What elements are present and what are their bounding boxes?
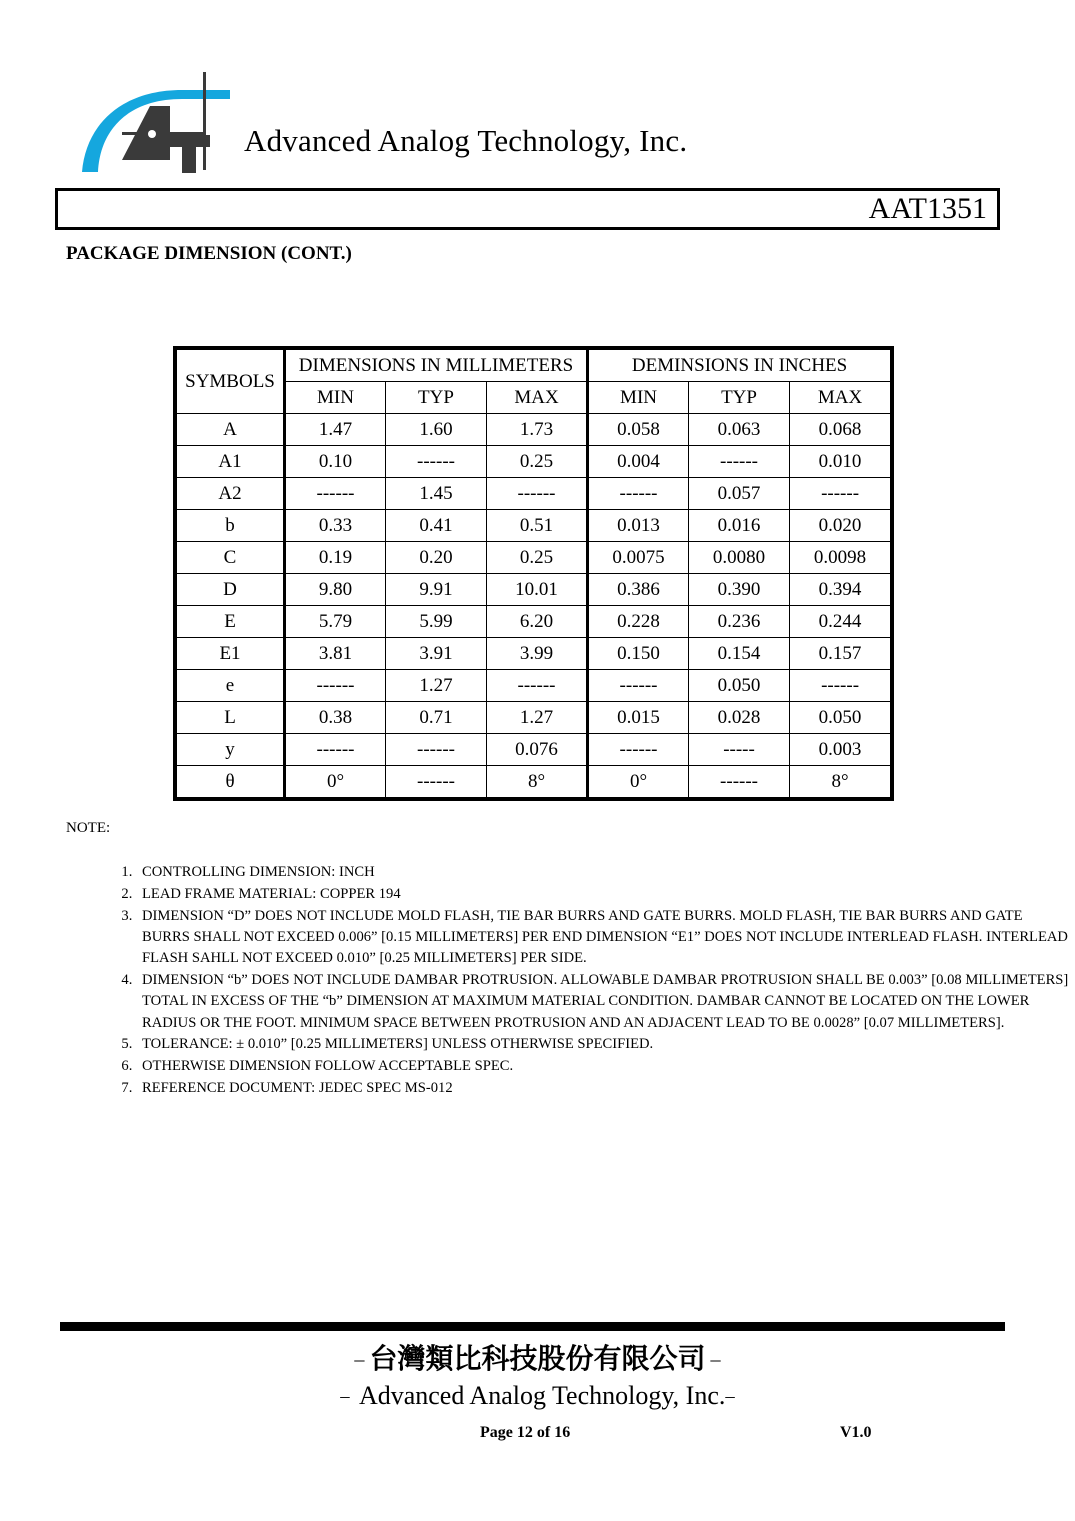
- table-cell-value: 5.79: [285, 606, 386, 638]
- table-cell-symbol: A1: [177, 446, 285, 478]
- table-row: [177, 702, 891, 734]
- table-cell-value: ------: [487, 670, 588, 702]
- table-cell-value: 8°: [790, 766, 891, 798]
- table-cell-value: ------: [285, 734, 386, 766]
- table-cell-symbol: y: [177, 734, 285, 766]
- note-item: 1. CONTROLLING DIMENSION: INCH: [136, 862, 1071, 883]
- table-cell-value: 0.41: [386, 510, 487, 542]
- table-cell-value: 0.0098: [790, 542, 891, 574]
- table-cell-value: ------: [588, 734, 689, 766]
- note-item: 3. DIMENSION “D” DOES NOT INCLUDE MOLD FLASH, TIE BAR BURRS AND GATE BURRS. MOLD FLASH, TIE BAR BURRS AND GATE BURRS SHALL NOT EXCEED 0.006” [0.15 MILLIMETERS] PER END DIMENSION “E1” DOES NOT INCLUDE INTERLEAD FLASH. INTERLEAD FLASH SAHLL NOT EXCEED 0.010” [0.25 MILLIMETERS] PER SIDE.: [136, 906, 1071, 970]
- table-cell-value: 0°: [285, 766, 386, 798]
- table-row: [177, 766, 891, 798]
- note-item: 4. DIMENSION “b” DOES NOT INCLUDE DAMBAR PROTRUSION. ALLOWABLE DAMBAR PROTRUSION SHALL BE 0.003” [0.08 MILLIMETERS] TOTAL IN EXCESS OF THE “b” DIMENSION AT MAXIMUM MATERIAL CONDITION. DAMBAR CANNOT BE LOCATED ON THE LOWER RADIUS OR THE FOOT. MINIMUM SPACE BETWEEN PROTRUSION AND AN ADJACENT LEAD TO BE 0.0028” [0.07 MILLIMETERS].: [136, 970, 1071, 1034]
- table-cell-value: ------: [588, 478, 689, 510]
- table-cell-value: 0.244: [790, 606, 891, 638]
- part-number-label: AAT1351: [868, 192, 987, 225]
- table-cell-symbol: A: [177, 414, 285, 446]
- table-cell-value: 3.91: [386, 638, 487, 670]
- footer-page-number: Page 12 of 16: [480, 1424, 571, 1441]
- table-row: [177, 510, 891, 542]
- note-item: 6. OTHERWISE DIMENSION FOLLOW ACCEPTABLE SPEC.: [136, 1056, 1071, 1077]
- table-cell-value: 10.01: [487, 574, 588, 606]
- notes-label: NOTE:: [66, 820, 111, 836]
- table-cell-value: ------: [487, 478, 588, 510]
- table-row: [177, 542, 891, 574]
- table-row: [177, 574, 891, 606]
- table-cell-value: 3.81: [285, 638, 386, 670]
- table-subheader-in-typ: TYP: [689, 382, 790, 414]
- footer-divider: [60, 1322, 1005, 1331]
- table-cell-value: 0.51: [487, 510, 588, 542]
- table-cell-value: 5.99: [386, 606, 487, 638]
- table-row: [177, 606, 891, 638]
- table-body: [177, 414, 891, 798]
- table-cell-value: 0.25: [487, 542, 588, 574]
- notes-section: [96, 862, 1071, 1100]
- table-cell-symbol: e: [177, 670, 285, 702]
- table-cell-value: ------: [790, 478, 891, 510]
- footer-version: V1.0: [840, 1424, 872, 1441]
- table-cell-value: ------: [790, 670, 891, 702]
- company-name-heading: Advanced Analog Technology, Inc.: [244, 123, 688, 158]
- aat-logo-icon: [78, 72, 248, 177]
- table-cell-value: 0.013: [588, 510, 689, 542]
- table-cell-value: -----: [689, 734, 790, 766]
- footer-company-en-text: Advanced Analog Technology, Inc.: [358, 1381, 726, 1410]
- table-subheader-mm-max: MAX: [487, 382, 588, 414]
- table-cell-value: 1.47: [285, 414, 386, 446]
- table-cell-value: 0.076: [487, 734, 588, 766]
- table-cell-symbol: D: [177, 574, 285, 606]
- table-cell-value: 8°: [487, 766, 588, 798]
- table-subheader-in-min: MIN: [588, 382, 689, 414]
- part-number-box: [55, 188, 1000, 230]
- table-cell-value: 1.45: [386, 478, 487, 510]
- table-cell-value: 0.050: [790, 702, 891, 734]
- table-cell-value: 0.154: [689, 638, 790, 670]
- table-cell-value: ------: [386, 446, 487, 478]
- table-subheader-mm-min: MIN: [285, 382, 386, 414]
- table-cell-value: 0.016: [689, 510, 790, 542]
- table-row: [177, 446, 891, 478]
- footer-company-cn-text: 台灣類比科技股份有限公司: [369, 1342, 706, 1375]
- table-cell-value: 0.71: [386, 702, 487, 734]
- table-cell-value: ------: [285, 478, 386, 510]
- note-item: 5. TOLERANCE: ± 0.010” [0.25 MILLIMETERS] UNLESS OTHERWISE SPECIFIED.: [136, 1034, 1071, 1055]
- table-row: [177, 734, 891, 766]
- table-header-group-inch: DEMINSIONS IN INCHES: [588, 350, 891, 382]
- footer-dash-left-2: –: [340, 1385, 359, 1407]
- table-cell-symbol: θ: [177, 766, 285, 798]
- table-cell-value: 0.157: [790, 638, 891, 670]
- table-cell-value: 0.0075: [588, 542, 689, 574]
- table-cell-value: ------: [285, 670, 386, 702]
- table-cell-value: 0.20: [386, 542, 487, 574]
- table-cell-value: 9.91: [386, 574, 487, 606]
- table-cell-value: 0.236: [689, 606, 790, 638]
- table-cell-value: 0.25: [487, 446, 588, 478]
- table-cell-value: 0.10: [285, 446, 386, 478]
- footer-company-en: [0, 1381, 1075, 1411]
- table-cell-value: 0°: [588, 766, 689, 798]
- table-cell-value: 0.057: [689, 478, 790, 510]
- package-dimension-table: [176, 349, 890, 798]
- table-cell-value: 0.33: [285, 510, 386, 542]
- table-cell-value: ------: [588, 670, 689, 702]
- page-title: PACKAGE DIMENSION (CONT.): [66, 243, 352, 264]
- table-cell-value: ------: [386, 734, 487, 766]
- table-cell-value: 1.60: [386, 414, 487, 446]
- table-cell-value: 0.004: [588, 446, 689, 478]
- table-cell-value: 0.020: [790, 510, 891, 542]
- table-cell-value: 0.228: [588, 606, 689, 638]
- table-cell-value: 0.19: [285, 542, 386, 574]
- table-cell-value: 0.068: [790, 414, 891, 446]
- table-cell-value: 6.20: [487, 606, 588, 638]
- table-cell-value: 0.010: [790, 446, 891, 478]
- table-cell-value: 0.028: [689, 702, 790, 734]
- table-cell-value: 0.015: [588, 702, 689, 734]
- note-item: 2. LEAD FRAME MATERIAL: COPPER 194: [136, 884, 1071, 905]
- table-cell-symbol: C: [177, 542, 285, 574]
- table-cell-value: 1.27: [386, 670, 487, 702]
- page-header: [0, 0, 1075, 180]
- table-cell-value: ------: [689, 446, 790, 478]
- table-cell-value: 0.003: [790, 734, 891, 766]
- table-row: [177, 670, 891, 702]
- table-subheader-mm-typ: TYP: [386, 382, 487, 414]
- table-cell-value: ------: [689, 766, 790, 798]
- table-cell-value: 0.063: [689, 414, 790, 446]
- table-cell-value: 3.99: [487, 638, 588, 670]
- table-cell-value: 1.27: [487, 702, 588, 734]
- table-cell-value: 0.390: [689, 574, 790, 606]
- footer-dash-right: –: [705, 1348, 721, 1371]
- footer-dash-left: –: [354, 1348, 370, 1371]
- note-item: 7. REFERENCE DOCUMENT: JEDEC SPEC MS-012: [136, 1078, 1071, 1099]
- footer-company-cn: [0, 1337, 1075, 1377]
- table-cell-value: 0.050: [689, 670, 790, 702]
- table-cell-value: 0.058: [588, 414, 689, 446]
- table-row: [177, 478, 891, 510]
- table-header-symbols: SYMBOLS: [177, 350, 285, 414]
- footer-dash-right-2: –: [725, 1385, 735, 1407]
- table-cell-symbol: b: [177, 510, 285, 542]
- table-cell-symbol: A2: [177, 478, 285, 510]
- table-cell-value: 0.38: [285, 702, 386, 734]
- table-cell-value: 1.73: [487, 414, 588, 446]
- table-cell-symbol: L: [177, 702, 285, 734]
- table-header-group-mm: DIMENSIONS IN MILLIMETERS: [285, 350, 588, 382]
- table-subheader-in-max: MAX: [790, 382, 891, 414]
- table-cell-value: 0.0080: [689, 542, 790, 574]
- table-row: [177, 414, 891, 446]
- table-cell-value: ------: [386, 766, 487, 798]
- table-row: [177, 638, 891, 670]
- table-cell-symbol: E: [177, 606, 285, 638]
- table-cell-value: 0.386: [588, 574, 689, 606]
- table-cell-value: 0.394: [790, 574, 891, 606]
- table-cell-symbol: E1: [177, 638, 285, 670]
- table-cell-value: 0.150: [588, 638, 689, 670]
- table-cell-value: 9.80: [285, 574, 386, 606]
